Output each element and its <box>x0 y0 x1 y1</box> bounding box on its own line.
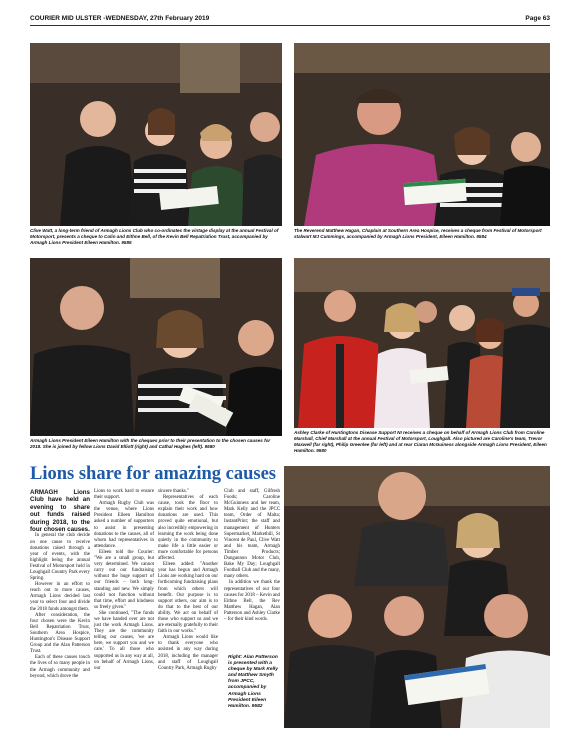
article-paragraph: sincere thanks." <box>158 489 190 494</box>
photo-cheque-hospice <box>294 43 550 226</box>
article-paragraph: Armagh Lions would like to thank everyone who assisted in any way during 2018, including the manager and staff of Loughgall Country Park, Armagh Rugby <box>158 635 218 671</box>
caption-photo5: Right: Alan Patterson is presented with a cheque by Mark Kelly and Matthew Smyth from JPCC, accompanied by Armagh Lions President Eileen Hamilton. 9582 <box>228 655 279 709</box>
page-number: Page 63 <box>525 15 550 22</box>
article-column-3 <box>158 489 218 672</box>
article-lead: ARMAGH Lions Club have held an evening to share out funds raised during 2018, to the four chosen causes. <box>30 489 90 534</box>
article-paragraph: Representatives of each cause, took the floor to explain their work and how donations are used. This proved quite emotional, but also incredibly empowering in learning the work being done quietly in the community to make life a little easier or more comfortable for persons affected. <box>158 495 218 562</box>
page-header <box>30 13 550 25</box>
article-column-4 <box>224 489 280 623</box>
article-paragraph: However in an effort to reach out to more causes, Armagh Lions decided last year to select four and divide the 2018 funds amongst them. <box>30 582 90 612</box>
article-column-1 <box>30 489 90 680</box>
article-paragraph: Lions to work hard to ensure their support. <box>94 489 154 501</box>
photo-president-cheques <box>30 258 282 436</box>
article-paragraph: Armagh Rugby Club was the venue, where Lions President Eileen Hamilton asked a number of supporters to assist in presenting donations to the causes, all of whom had representatives in attendance. <box>94 501 154 549</box>
article-column-2 <box>94 489 154 672</box>
article-paragraph: After consideration, the four chosen were the Kevin Bell Repatriation Trust, Southern Area Hospice, Huntington's Disease Support Group and the Alan Patterson Trust. <box>30 612 90 655</box>
photo-cheque-huntingtons <box>294 258 550 428</box>
article-paragraph: She continued, "The funds we have handed over are not just the work Armagh Lions. They are the community telling our causes, 'we are here, we support you and we care.' To all those who supported us in any way at all, on behalf of Armagh Lions, our <box>94 610 154 671</box>
masthead: COURIER MID ULSTER -WEDNESDAY, 27th February 2019 <box>30 15 210 22</box>
article-paragraph: Each of these causes touch the lives of so many people in the Armagh community and beyond, which drove the <box>30 655 90 679</box>
photo-cheque-alan-patterson <box>284 466 550 728</box>
caption-photo4: Ashley Clarke of Huntingtons Disease Support NI receives a cheque on behalf of Armagh Lions Club from Caroline Marshall, Chief Marshall at the annual Festival of Motorsport, Loughgall. Also pictured are Caroline's team, Trevor Maxwell (far right), Philip Greenlee (far left) and at rear Ciaran McGuiness alongside Armagh Lions President, Eileen Hamilton. 9580 <box>294 430 547 453</box>
caption-photo1: Clive Watt, a long-term friend of Armagh Lions Club who co-ordinates the vintage display at the annual Festival of Motorsport, presents a cheque to Colin and Eithne Bell, of the Kevin Bell Repatriation Trust, accompanied by Armagh Lions President Eileen Hamilton. 9585 <box>30 228 279 245</box>
article-paragraph: Eileen added: "Another year has begun and Armagh Lions are working hard on our forthcoming fundraising plans from which others will benefit. Our purpose is to support others, our aim is to do that to the best of our ability. We act on behalf of those who support us and we are eternally gratefully to their faith in our works." <box>158 562 218 635</box>
article-headline: Lions share for amazing causes <box>30 464 276 484</box>
article-paragraph: Eileen told the Courier: "We are a small group, but very determined. We cannot carry out our fundraising without the huge support of our friends – both long-standing and new. We simply could not function without that time, effort and kindness so freely given." <box>94 549 154 610</box>
article-paragraph: In addition we thank the representatives of our four causes for 2018 – Kevin and Eithne Bell, the Rev Matthew Hagan, Alan Patterson and Ashley Clarke – for their kind words. <box>224 580 280 622</box>
photo-cheque-kevin-bell <box>30 43 282 226</box>
header-rule <box>30 25 550 26</box>
caption-photo2: The Reverend Matthew Hagan, Chaplain at Southern Area Hospice, receives a cheque from Festival of Motorsport stalwart MJ Cummings, accompanied by Armagh Lions President, Eileen Hamilton. 9584 <box>294 228 542 239</box>
caption-photo3: Armagh Lions President Eileen Hamilton with the cheques prior to their presentation to the chosen causes for 2018. She is joined by fellow Lions David Elliott (right) and Cathal Hughes (left). 9580 <box>30 438 271 449</box>
article-paragraph: Club and staff, Gilfresh Foods; Caroline McGuinness and her team, Mark Kelly and the JPCC team, Order of Malta; InstantPrint; the staff and management of Hunters Supermarket, Markethill, St Vincent de Paul, Clive Watt and his team, Armagh Timber Products; Dungannon Motor Club, Bake My Day; Loughgall Football Club and the many, many others. <box>224 489 280 580</box>
article-paragraph: In general the club decide on one cause to receive donations raised through a year of events, with the highlight being the annual Festival of Motorsport held in Loughgall Country Park every Spring. <box>30 533 90 582</box>
